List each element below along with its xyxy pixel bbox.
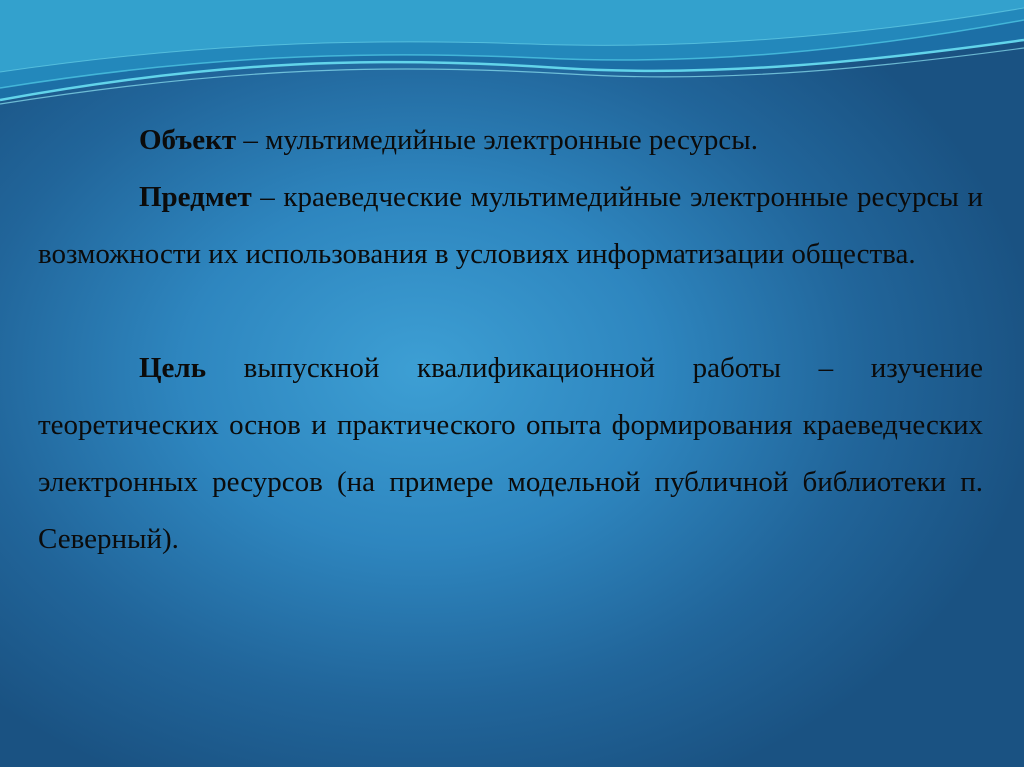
paragraph-spacer — [38, 283, 983, 340]
subject-paragraph — [38, 169, 983, 283]
decorative-wave-header — [0, 0, 1024, 120]
goal-paragraph — [38, 340, 983, 568]
slide-body — [38, 112, 983, 568]
object-paragraph — [38, 112, 983, 169]
goal-term: Цель — [139, 352, 207, 384]
object-text: – мультимедийные электронные ресурсы. — [236, 124, 759, 156]
subject-term: Предмет — [139, 181, 252, 213]
goal-text: выпускной квалификационной работы – изучение теоретических основ и практического опыта формирования краеведческих электронных ресурсов (на примере модельной публичной библиотеки п. Северный). — [38, 352, 983, 555]
subject-text: – краеведческие мультимедийные электронные ресурсы и возможности их использования в условиях информатизации общества. — [38, 181, 983, 270]
object-term: Объект — [139, 124, 237, 156]
